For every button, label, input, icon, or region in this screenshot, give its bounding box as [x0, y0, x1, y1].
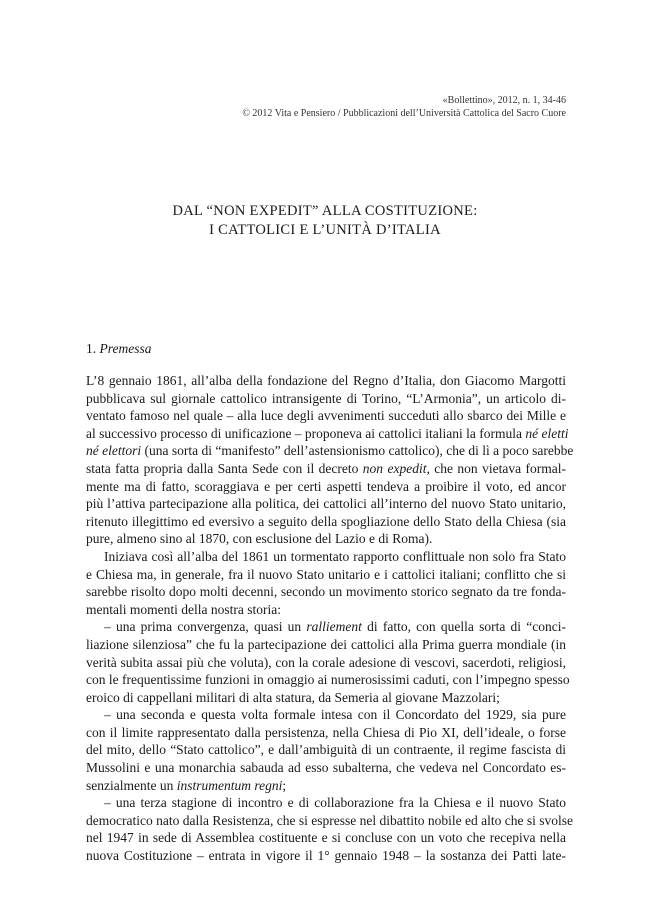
- article-title: [0, 202, 650, 240]
- body-line: liazione silenziosa” che fu la partecipazione dei cattolici alla Prima guerra mondiale (in: [86, 636, 566, 652]
- body-line: ventato famoso nel quale – alla luce degli avvenimenti succeduti allo sbarco dei Mille e: [86, 408, 566, 424]
- body-line: al successivo processo di unificazione – proponeva ai cattolici italiani la formula né eletti: [86, 425, 569, 441]
- body-line: nuova Costituzione – entrata in vigore il 1° gennaio 1948 – la sostanza dei Patti late-: [86, 848, 566, 864]
- body-line: Iniziava così all’alba del 1861 un tormentato rapporto conflittuale non solo fra Stato: [104, 548, 566, 564]
- body-line: sarebbe risolto dopo molti decenni, secondo un movimento storico segnato da tre fonda-: [86, 584, 566, 600]
- title-line-1: DAL “NON EXPEDIT” ALLA COSTITUZIONE:: [172, 203, 478, 219]
- article-body: [86, 372, 574, 865]
- title-line-2: I CATTOLICI E L’UNITÀ D’ITALIA: [209, 222, 441, 238]
- body-line: nel 1947 in sede di Assemblea costituente e si concluse con un voto che recepiva nella: [86, 830, 566, 846]
- body-line: – una terza stagione di incontro e di collaborazione fra la Chiesa e il nuovo Stato: [104, 795, 566, 811]
- body-line: democratico nato dalla Resistenza, che si espresse nel dibattito nobile ed alto che si svolse: [86, 812, 573, 828]
- body-line: con il limite rappresentato dalla persistenza, nella Chiesa di Pio XI, dell’ideale, o forse: [86, 724, 566, 740]
- journal-citation: «Bollettino», 2012, n. 1, 34-46: [442, 95, 566, 106]
- body-line: con le frequentissime funzioni in omaggio ai numerosissimi caduti, con l’impegno spesso: [86, 672, 570, 688]
- body-line: né elettori (una sorta di “manifesto” dell’astensionismo cattolico), che di lì a poco sarebbe: [86, 443, 574, 459]
- body-line: Mussolini e una monarchia sabauda ad esso subalterna, che vedeva nel Concordato es-: [86, 760, 566, 776]
- body-line: verità subita assai più che voluta), con la corale adesione di vescovi, sacerdoti, religiosi,: [86, 654, 566, 670]
- body-line: mentali momenti della nostra storia:: [86, 601, 281, 617]
- body-line: più l’attiva partecipazione alla politica, dei cattolici all’interno del nuovo Stato unitario,: [86, 496, 566, 512]
- body-line: del mito, dello “Stato cattolico”, e dall’ambiguità di un contraente, il regime fascista di: [86, 742, 566, 758]
- body-line: eroico di cappellani militari di alta statura, da Semeria al giovane Mazzolari;: [86, 689, 500, 705]
- section-heading: [86, 341, 152, 357]
- section-name: Premessa: [99, 341, 152, 356]
- body-line: pubblicava sul giornale cattolico intransigente di Torino, “L’Armonia”, un articolo di-: [86, 390, 566, 406]
- body-line: ritenuto illegittimo ed eversivo a seguito della spogliazione dello Stato della Chiesa (sia: [86, 513, 566, 529]
- body-line: stata fatta propria dalla Santa Sede con il decreto non expedit, che non vietava formal-: [86, 460, 566, 476]
- body-line: – una seconda e questa volta formale intesa con il Concordato del 1929, sia pure: [104, 707, 566, 723]
- body-line: senzialmente un instrumentum regni;: [86, 777, 287, 793]
- journal-header: [242, 94, 566, 120]
- copyright-notice: © 2012 Vita e Pensiero / Pubblicazioni dell’Università Cattolica del Sacro Cuore: [242, 108, 566, 119]
- body-line: mente ma di fatto, scoraggiava e per certi aspetti tendeva a proibire il voto, ed ancor: [86, 478, 566, 494]
- body-line: – una prima convergenza, quasi un ralliement di fatto, con quella sorta di “conci-: [104, 619, 566, 635]
- section-number: 1.: [86, 341, 97, 356]
- body-line: L’8 gennaio 1861, all’alba della fondazione del Regno d’Italia, don Giacomo Margotti: [86, 373, 566, 388]
- body-line: e Chiesa ma, in generale, fra il nuovo Stato unitario e i cattolici italiani; conflitto che si: [86, 566, 566, 582]
- body-line: pure, almeno sino al 1870, con esclusione del Lazio e di Roma).: [86, 531, 433, 547]
